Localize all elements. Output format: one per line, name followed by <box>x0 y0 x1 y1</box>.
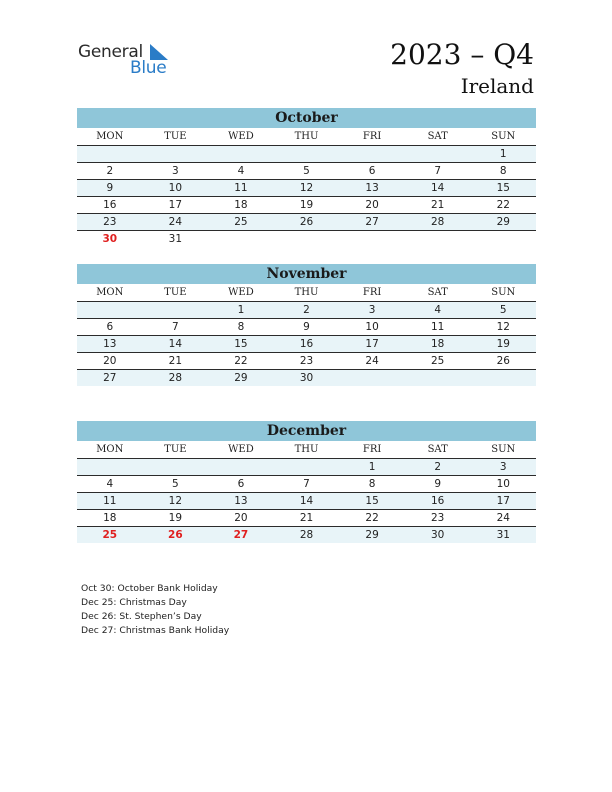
week-row <box>77 163 536 180</box>
day-cell <box>405 231 471 247</box>
week-row <box>77 302 536 319</box>
day-cell: 8 <box>368 478 376 490</box>
week-row <box>77 527 536 543</box>
weekday-label: WED <box>228 131 254 142</box>
day-cell: 2 <box>106 165 114 177</box>
day-cell: 23 <box>103 216 117 228</box>
day-cell: 26 <box>496 355 510 367</box>
day-cell: 2 <box>303 304 310 316</box>
weekday-label: SUN <box>491 444 516 455</box>
day-cell: 4 <box>237 165 245 177</box>
logo-text-general: General <box>78 42 143 62</box>
day-cell: 15 <box>365 495 379 507</box>
day-cell: 16 <box>103 199 117 211</box>
day-cell: 4 <box>434 304 442 316</box>
holiday-notes <box>81 582 229 638</box>
weekday-label: WED <box>228 287 254 298</box>
week-row <box>77 353 536 370</box>
day-cell: 17 <box>496 495 510 507</box>
day-cell: 21 <box>299 512 314 524</box>
day-cell: 19 <box>299 199 314 211</box>
day-cell: 29 <box>365 529 379 541</box>
weekday-label: FRI <box>362 287 382 298</box>
day-cell: 3 <box>368 304 376 316</box>
week-row <box>77 214 536 231</box>
day-cell: 7 <box>434 165 442 177</box>
day-cell: 18 <box>103 512 117 524</box>
day-cell <box>77 302 143 318</box>
day-cell: 7 <box>303 478 310 490</box>
weekday-label: WED <box>228 444 254 455</box>
holiday-note: Dec 27: Christmas Bank Holiday <box>81 625 230 636</box>
day-cell: 14 <box>299 495 314 507</box>
day-cell: 20 <box>234 512 248 524</box>
day-cell: 9 <box>106 182 114 194</box>
day-cell: 13 <box>103 338 117 350</box>
weekday-label: SUN <box>491 131 516 142</box>
weekday-header-row <box>77 441 536 459</box>
day-cell <box>470 370 536 386</box>
day-cell <box>339 231 405 247</box>
day-cell: 26 <box>299 216 314 228</box>
day-cell <box>208 459 274 475</box>
day-cell: 29 <box>234 372 248 384</box>
day-cell: 29 <box>496 216 510 228</box>
day-cell <box>470 231 536 247</box>
day-cell: 2 <box>434 461 442 473</box>
day-cell: 15 <box>496 182 510 194</box>
day-cell: 1 <box>237 304 245 316</box>
day-cell <box>339 370 405 386</box>
weekday-label: THU <box>294 287 319 298</box>
country-name: Ireland <box>460 74 534 98</box>
day-cell: 22 <box>234 355 248 367</box>
day-cell: 31 <box>168 233 183 245</box>
day-cell: 6 <box>237 478 245 490</box>
day-cell: 9 <box>303 321 310 333</box>
day-cell: 12 <box>299 182 314 194</box>
weekday-label: TUE <box>164 287 187 298</box>
day-cell <box>143 459 209 475</box>
week-row <box>77 476 536 493</box>
day-cell: 27 <box>103 372 117 384</box>
weekday-label: SAT <box>427 444 448 455</box>
day-cell: 10 <box>365 321 379 333</box>
day-cell: 24 <box>168 216 183 228</box>
holiday-note: Dec 25: Christmas Day <box>81 597 187 608</box>
weekday-label: TUE <box>164 131 187 142</box>
day-cell: 5 <box>172 478 179 490</box>
day-cell <box>405 146 471 162</box>
day-cell: 22 <box>496 199 510 211</box>
day-cell: 5 <box>499 304 507 316</box>
day-cell: 11 <box>234 182 248 194</box>
day-cell: 7 <box>172 321 179 333</box>
day-cell: 12 <box>168 495 183 507</box>
day-cell: 16 <box>299 338 314 350</box>
day-cell: 30 <box>299 372 314 384</box>
weekday-label: SAT <box>427 287 448 298</box>
day-cell: 25 <box>430 355 445 367</box>
week-row <box>77 319 536 336</box>
day-cell: 14 <box>168 338 183 350</box>
weekday-label: THU <box>294 131 319 142</box>
day-cell: 6 <box>106 321 114 333</box>
weekday-label: MON <box>96 131 124 142</box>
month-header: October <box>77 108 536 128</box>
day-cell: 18 <box>234 199 248 211</box>
day-cell: 23 <box>430 512 445 524</box>
day-cell: 20 <box>103 355 117 367</box>
weekday-label: FRI <box>362 444 382 455</box>
day-cell: 5 <box>303 165 310 177</box>
day-cell <box>143 146 209 162</box>
weekday-label: MON <box>96 444 124 455</box>
day-cell: 10 <box>496 478 510 490</box>
day-cell: 3 <box>499 461 507 473</box>
week-row <box>77 493 536 510</box>
day-cell <box>405 370 471 386</box>
day-cell <box>208 231 274 247</box>
day-cell: 15 <box>234 338 248 350</box>
week-row <box>77 510 536 527</box>
week-row <box>77 336 536 353</box>
day-cell: 28 <box>299 529 314 541</box>
day-cell: 24 <box>496 512 510 524</box>
week-row <box>77 459 536 476</box>
day-cell: 3 <box>172 165 179 177</box>
day-cell: 13 <box>234 495 248 507</box>
day-cell <box>77 459 143 475</box>
generalblue-logo <box>78 42 188 80</box>
day-cell: 20 <box>365 199 379 211</box>
day-cell: 28 <box>168 372 183 384</box>
day-cell: 8 <box>237 321 245 333</box>
week-row <box>77 370 536 386</box>
holiday-note: Dec 26: St. Stephen’s Day <box>81 611 202 622</box>
day-cell: 11 <box>103 495 117 507</box>
weekday-label: SUN <box>491 287 516 298</box>
day-cell: 1 <box>368 461 376 473</box>
day-cell: 18 <box>430 338 445 350</box>
day-cell: 25 <box>234 216 248 228</box>
holiday-note: Oct 30: October Bank Holiday <box>81 583 218 594</box>
week-row <box>77 197 536 214</box>
day-cell: 19 <box>168 512 183 524</box>
day-cell: 9 <box>434 478 442 490</box>
day-cell <box>274 231 340 247</box>
month-header: November <box>77 264 536 284</box>
day-cell: 19 <box>496 338 510 350</box>
day-cell: 22 <box>365 512 379 524</box>
day-cell: 27 <box>365 216 379 228</box>
day-cell: 30 <box>102 233 118 245</box>
day-cell: 14 <box>430 182 445 194</box>
weekday-label: SAT <box>427 131 448 142</box>
day-cell <box>208 146 274 162</box>
day-cell <box>143 302 209 318</box>
day-cell: 23 <box>299 355 314 367</box>
day-cell: 21 <box>168 355 183 367</box>
week-row <box>77 231 536 247</box>
day-cell: 17 <box>365 338 379 350</box>
month-november <box>77 264 536 386</box>
day-cell <box>339 146 405 162</box>
day-cell: 24 <box>365 355 379 367</box>
day-cell: 27 <box>233 529 249 541</box>
day-cell <box>274 146 340 162</box>
day-cell: 12 <box>496 321 510 333</box>
day-cell: 4 <box>106 478 114 490</box>
month-december <box>77 421 536 543</box>
day-cell: 6 <box>368 165 376 177</box>
day-cell: 30 <box>430 529 445 541</box>
day-cell: 21 <box>430 199 445 211</box>
week-row <box>77 180 536 197</box>
week-row <box>77 146 536 163</box>
weekday-header-row <box>77 284 536 302</box>
day-cell: 28 <box>430 216 445 228</box>
weekday-label: THU <box>294 444 319 455</box>
day-cell: 13 <box>365 182 379 194</box>
month-header: December <box>77 421 536 441</box>
day-cell: 17 <box>168 199 183 211</box>
day-cell: 26 <box>168 529 183 541</box>
day-cell: 16 <box>430 495 445 507</box>
logo-text-blue: Blue <box>130 58 167 78</box>
weekday-header-row <box>77 128 536 146</box>
day-cell <box>77 146 143 162</box>
page-title: 2023 – Q4 <box>390 38 534 71</box>
day-cell: 1 <box>499 148 507 160</box>
day-cell: 25 <box>102 529 118 541</box>
day-cell: 10 <box>168 182 183 194</box>
weekday-label: MON <box>96 287 124 298</box>
day-cell: 11 <box>430 321 445 333</box>
weekday-label: TUE <box>164 444 187 455</box>
weekday-label: FRI <box>362 131 382 142</box>
month-october <box>77 108 536 247</box>
day-cell: 31 <box>496 529 510 541</box>
day-cell: 8 <box>499 165 507 177</box>
day-cell <box>274 459 340 475</box>
